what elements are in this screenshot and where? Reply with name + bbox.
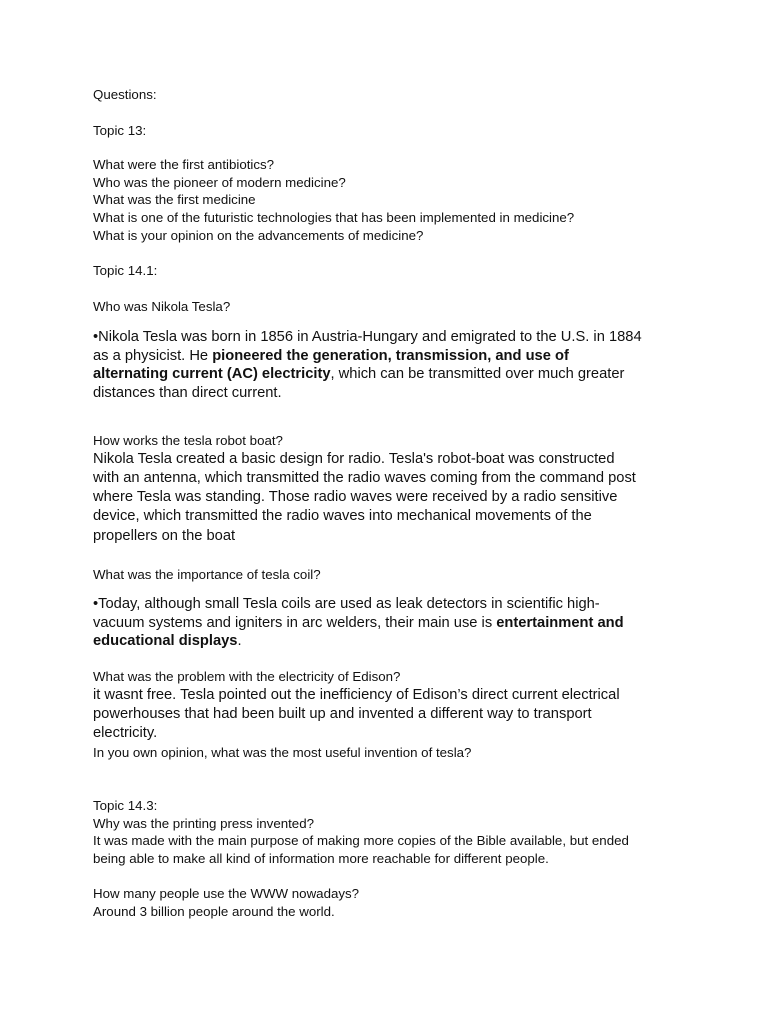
- question-www: How many people use the WWW nowadays?: [93, 886, 360, 901]
- topic-13-question: What is one of the futuristic technologies that has been implemented in medicine?: [93, 210, 575, 225]
- answer-edison-line: electricity.: [93, 725, 158, 741]
- topic-13-question: What were the first antibiotics?: [93, 157, 275, 172]
- question-tesla-who: Who was Nikola Tesla?: [93, 299, 231, 314]
- topic-13-question: Who was the pioneer of modern medicine?: [93, 175, 346, 190]
- question-robot-boat: How works the tesla robot boat?: [93, 433, 283, 448]
- answer-printing-press-line: It was made with the main purpose of making more copies of the Bible available, but ended: [93, 833, 629, 848]
- answer-robot-boat-line: where Tesla was standing. Those radio waves were received by a radio sensitive: [93, 489, 618, 505]
- question-useful-invention: In you own opinion, what was the most useful invention of tesla?: [93, 745, 472, 760]
- answer-tesla-who-line: alternating current (AC) electricity, which can be transmitted over much greater: [93, 366, 625, 382]
- question-printing-press: Why was the printing press invented?: [93, 816, 314, 831]
- answer-tesla-who-line: •Nikola Tesla was born in 1856 in Austria-Hungary and emigrated to the U.S. in 1884: [93, 329, 642, 345]
- topic-13-question: What is your opinion on the advancements of medicine?: [93, 228, 424, 243]
- answer-edison-line: powerhouses that had been built up and invented a different way to transport: [93, 706, 592, 722]
- topic-13-title: Topic 13:: [93, 123, 147, 138]
- topic-14-3-title: Topic 14.3:: [93, 798, 158, 813]
- answer-tesla-who-line: distances than direct current.: [93, 385, 282, 401]
- question-tesla-coil: What was the importance of tesla coil?: [93, 567, 321, 582]
- answer-www: Around 3 billion people around the world.: [93, 904, 335, 919]
- answer-robot-boat-line: device, which transmitted the radio waves into mechanical movements of the: [93, 508, 592, 524]
- answer-robot-boat-line: Nikola Tesla created a basic design for radio. Tesla's robot-boat was constructed: [93, 451, 615, 467]
- answer-robot-boat-line: with an antenna, which transmitted the radio waves coming from the command post: [93, 470, 636, 486]
- topic-14-1-title: Topic 14.1:: [93, 263, 158, 278]
- question-edison: What was the problem with the electricity of Edison?: [93, 669, 401, 684]
- answer-edison-line: it wasnt free. Tesla pointed out the inefficiency of Edison’s direct current electrical: [93, 687, 620, 703]
- answer-tesla-coil-line: vacuum systems and igniters in arc welders, their main use is entertainment and: [93, 615, 624, 631]
- answer-tesla-coil-line: educational displays.: [93, 633, 242, 649]
- document-header: Questions:: [93, 87, 157, 102]
- answer-tesla-who-line: as a physicist. He pioneered the generation, transmission, and use of: [93, 348, 569, 364]
- answer-printing-press-line: being able to make all kind of information more reachable for different people.: [93, 851, 549, 866]
- topic-13-question: What was the first medicine: [93, 192, 256, 207]
- answer-robot-boat-line: propellers on the boat: [93, 528, 236, 544]
- answer-tesla-coil-line: •Today, although small Tesla coils are used as leak detectors in scientific high-: [93, 596, 600, 612]
